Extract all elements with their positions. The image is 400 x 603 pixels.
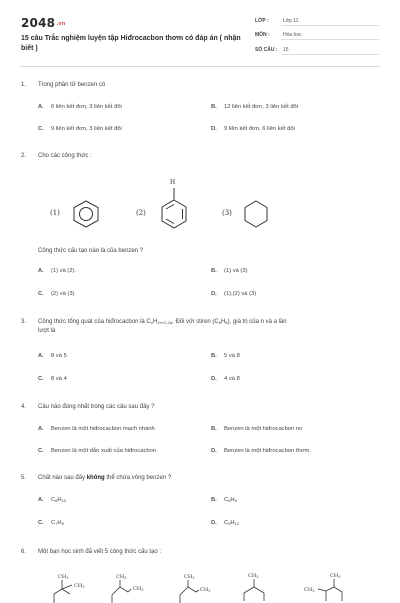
svg-text:CH3: $CH_3$: [58, 574, 69, 580]
question-text: Một bạn học sinh đã viết 5 công thức cấu tạo :: [38, 549, 162, 555]
option-a[interactable]: A. Benzen là một hiđrocacbon mạch nhánh: [38, 426, 155, 432]
option-a[interactable]: A. 8 và 5: [38, 353, 67, 359]
question-text: Câu nào đúng nhất trong các câu sau đây ?: [38, 404, 155, 410]
formula-label-3: (3): [222, 209, 232, 217]
svg-text:CH3: $CH_3$: [330, 573, 341, 579]
class-value: Lớp 11: [283, 18, 299, 24]
divider: [281, 54, 379, 55]
option-c[interactable]: C. (2) và (3): [38, 291, 75, 297]
question-text: Công thức tổng quát của hiđrocacbon là $C_nH_{2n+2-2a}$. Đối với stiren $(C_8H_8)$, giá trị của n và a lần lượt là: [38, 319, 287, 334]
option-b[interactable]: B. (1) và (3): [211, 268, 248, 274]
option-a[interactable]: A. $C_8H_{10}$: [38, 497, 67, 503]
svg-text:CH3: $CH_3$: [248, 573, 259, 579]
svg-text:CH3: $CH_3$: [304, 587, 315, 593]
benzene-ring-1: [72, 200, 100, 228]
structure-5: [300, 571, 360, 601]
count-value: 15: [283, 47, 289, 53]
question-number: 6.: [21, 549, 27, 555]
question-number: 3.: [21, 319, 27, 325]
count-label: SỐ CÂU :: [255, 47, 278, 53]
class-label: LỚP :: [255, 18, 269, 24]
option-b[interactable]: B. Benzen là một hiđrocacbon no: [211, 426, 303, 432]
structure-3: [176, 573, 226, 603]
svg-text:CH3: $CH_3$: [74, 583, 85, 589]
option-c[interactable]: C. Benzen là một dẫn xuất của hiđrocacbon: [38, 448, 157, 454]
question-number: 5.: [21, 475, 27, 481]
option-b[interactable]: B. 5 và 8: [211, 353, 240, 359]
subject-value: Hóa học: [283, 32, 302, 38]
question-text: Cho các công thức :: [38, 153, 92, 159]
question-number: 1.: [21, 82, 27, 88]
svg-text:CH3: $CH_3$: [184, 574, 195, 580]
svg-text:CH2: $CH_2$: [200, 587, 211, 593]
option-d[interactable]: D. Benzen là một hiđrocacbon thơm.: [211, 448, 311, 454]
question-number: 4.: [21, 404, 27, 410]
question-subtext: Công thức cấu tạo nào là của benzen ?: [38, 248, 144, 254]
site-logo[interactable]: 2048.vn: [21, 16, 66, 30]
option-d[interactable]: D. 4 và 8: [211, 376, 240, 382]
option-d[interactable]: D. $C_9H_{12}$: [211, 520, 240, 526]
option-b[interactable]: B. 12 liên kết đơn, 3 liên kết đôi: [211, 104, 299, 110]
hexagon-ring-3: [244, 200, 268, 228]
option-c[interactable]: C. 9 liên kết đơn, 3 liên kết đôi: [38, 126, 122, 132]
option-c[interactable]: C. $C_7H_8$: [38, 520, 64, 526]
divider: [281, 25, 379, 26]
svg-text:CH3: $CH_3$: [133, 586, 144, 592]
option-c[interactable]: C. 8 và 4: [38, 376, 67, 382]
formula-label-2: (2): [136, 209, 146, 217]
hydrogen-label: H: [170, 179, 176, 186]
option-a[interactable]: A. (1) và (2).: [38, 268, 77, 274]
option-d[interactable]: D. 9 liên kết đơn, 6 liên kết đôi: [211, 126, 295, 132]
option-a[interactable]: A. 6 liên kết đơn, 3 liên kết đôi: [38, 104, 122, 110]
subject-label: MÔN :: [255, 32, 270, 38]
page-title: 15 câu Trắc nghiệm luyện tập Hiđrocacbon thơm có đáp án ( nhận biết ): [21, 35, 241, 52]
kekule-structure: [160, 188, 188, 228]
question-text: Chất nào sau đây không thể chứa vòng benzen ?: [38, 475, 172, 481]
question-number: 2.: [21, 153, 27, 159]
structure-4: [240, 571, 270, 601]
header-divider: [20, 66, 380, 67]
question-text: Trong phân tử benzen có: [38, 82, 106, 88]
option-d[interactable]: D. (1),(2) và (3): [211, 291, 257, 297]
structure-1: [44, 573, 94, 603]
structure-2: [108, 573, 158, 603]
divider: [281, 39, 379, 40]
option-b[interactable]: B. $C_6H_6$: [211, 497, 237, 503]
svg-text:CH3: $CH_3$: [116, 574, 127, 580]
formula-label-1: (1): [50, 209, 60, 217]
